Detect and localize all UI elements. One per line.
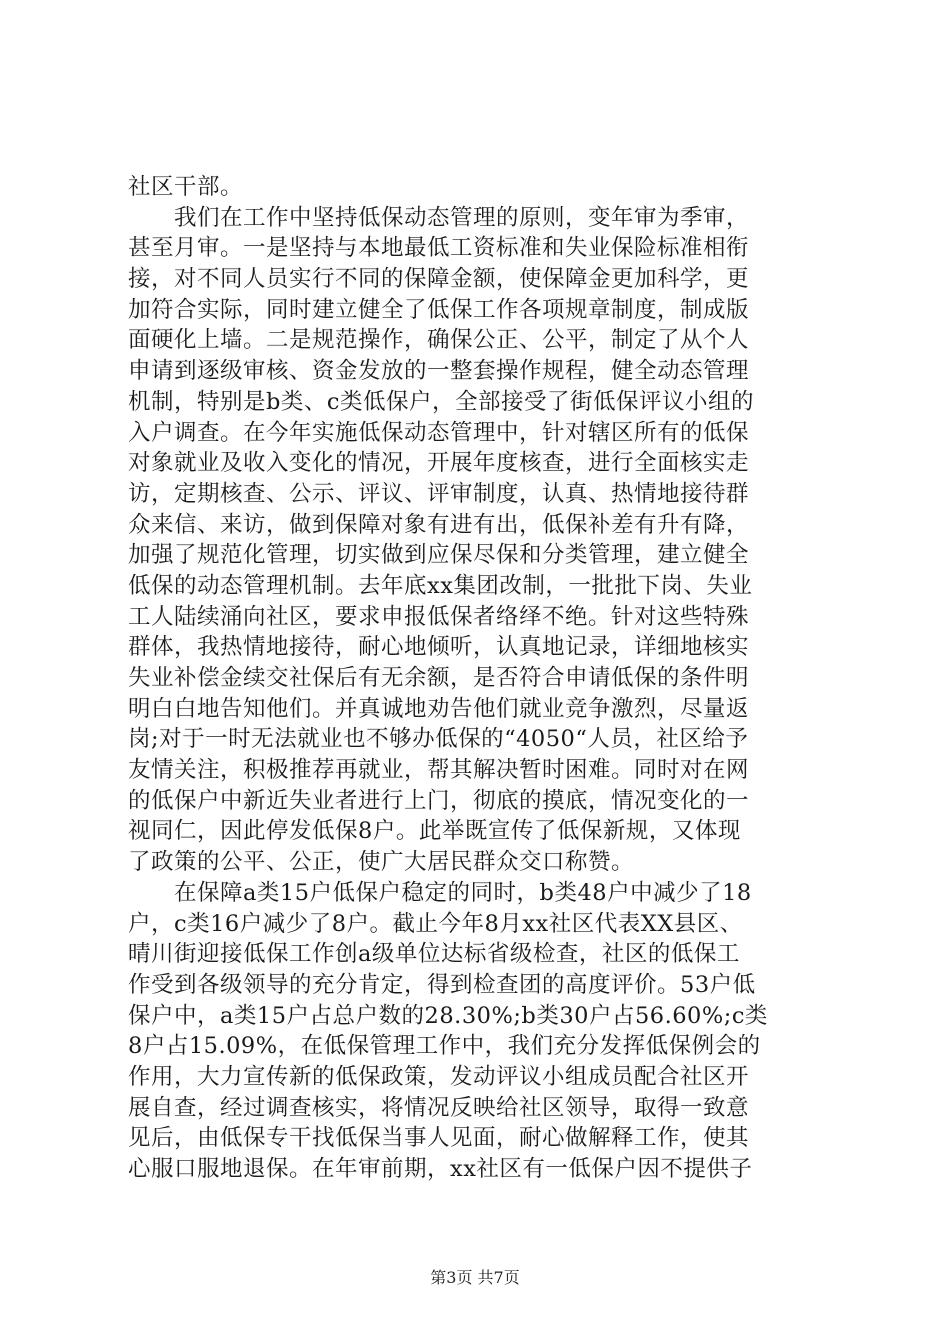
text-line: 作用，大力宣传新的低保政策，发动评议小组成员配合社区开 [128, 1063, 750, 1090]
text-line: 户，c类16户减少了8户。截止今年8月xx社区代表XX县区、 [128, 910, 743, 937]
text-line: 展自查，经过调查核实，将情况反映给社区领导，取得一致意 [128, 1094, 750, 1121]
text-line: 社区干部。 [128, 174, 244, 200]
text-line: 的低保户中新近失业者进行上门，彻底的摸底，情况变化的一 [128, 787, 750, 814]
text-line: 对象就业及收入变化的情况，开展年度核查，进行全面核实走 [128, 450, 750, 477]
text-line: 失业补偿金续交社保后有无余额，是否符合申请低保的条件明 [128, 665, 750, 691]
text-line: 在保障a类15户低保户稳定的同时，b类48户中减少了18 [128, 879, 752, 906]
text-line: 岗;对于一时无法就业也不够办低保的“4050“人员，社区给予 [128, 726, 749, 753]
text-line: 我们在工作中坚持低保动态管理的原则，变年审为季审， [128, 204, 750, 231]
text-line: 8户占15.09%，在低保管理工作中，我们充分发挥低保例会的 [128, 1033, 761, 1060]
text-line: 心服口服地退保。在年审前期，xx社区有一低保户因不提供子 [128, 1156, 753, 1182]
text-line: 群体，我热情地接待，耐心地倾听，认真地记录，详细地核实 [128, 634, 750, 661]
text-line: 作受到各级领导的充分肯定，得到检查团的高度评价。53户低 [128, 971, 756, 998]
text-line: 工人陆续涌向社区，要求申报低保者络绎不绝。针对这些特殊 [128, 603, 750, 630]
text-line: 低保的动态管理机制。去年底xx集团改制，一批批下岗、失业 [128, 572, 753, 599]
text-line: 保户中，a类15户占总户数的28.30%;b类30户占56.60%;c类 [128, 1002, 768, 1029]
text-line: 明白白地告知他们。并真诚地劝告他们就业竞争激烈，尽量返 [128, 695, 750, 722]
document-body [128, 172, 828, 1185]
text-line: 加符合实际，同时建立健全了低保工作各项规章制度，制成版 [128, 296, 750, 323]
text-line: 晴川街迎接低保工作创a级单位达标省级检查，社区的低保工 [128, 941, 740, 968]
text-line: 申请到逐级审核、资金发放的一整套操作规程，健全动态管理 [128, 358, 750, 385]
text-line: 甚至月审。一是坚持与本地最低工资标准和失业保险标准相衔 [128, 235, 750, 262]
text-line: 入户调查。在今年实施低保动态管理中，针对辖区所有的低保 [128, 419, 750, 446]
text-line: 众来信、来访，做到保障对象有进有出，低保补差有升有降， [128, 511, 750, 538]
text-line: 面硬化上墙。二是规范操作，确保公正、公平，制定了从个人 [128, 327, 750, 354]
text-line: 访，定期核查、公示、评议、评审制度，认真、热情地接待群 [128, 480, 750, 507]
text-line: 了政策的公平、公正，使广大居民群众交口称赞。 [128, 849, 635, 876]
text-line: 见后，由低保专干找低保当事人见面，耐心做解释工作，使其 [128, 1125, 750, 1152]
text-line: 友情关注，积极推荐再就业，帮其解决暂时困难。同时对在网 [128, 757, 750, 784]
page-footer: 第3页 共7页 [430, 1268, 520, 1287]
text-line: 接，对不同人员实行不同的保障金额，使保障金更加科学，更 [128, 266, 750, 293]
text-line: 机制，特别是b类、c类低保户，全部接受了街低保评议小组的 [128, 388, 755, 415]
text-line: 加强了规范化管理，切实做到应保尽保和分类管理，建立健全 [128, 542, 750, 569]
text-line: 视同仁，因此停发低保8户。此举既宣传了低保新规，又体现 [128, 818, 741, 845]
